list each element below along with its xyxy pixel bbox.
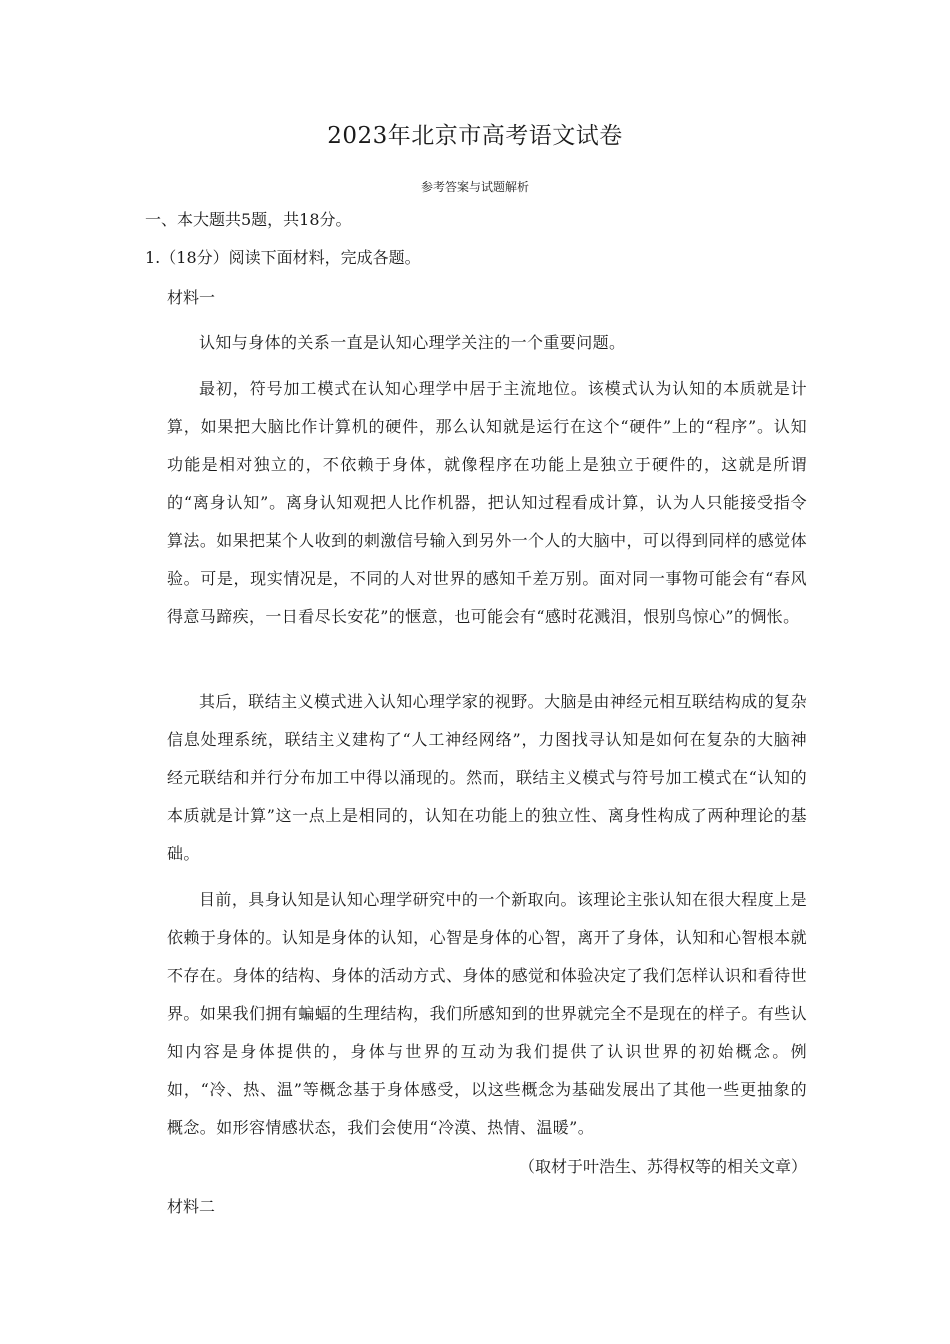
page-title: 2023年北京市高考语文试卷	[327, 123, 623, 149]
material-1-paragraph-4: 目前，具身认知是认知心理学研究中的一个新取向。该理论主张认知在很大程度上是依赖于身体的。认知是身体的认知，心智是身体的心智，离开了身体，认知和心智根本就不存在。身体的结构、身体的活动方式、身体的感觉和体验决定了我们怎样认识和看待世界。如果我们拥有蝙蝠的生理结构，我们所感知到的世界就完全不是现在的样子。有些认知内容是身体提供的，身体与世界的互动为我们提供了认识世界的初始概念。例如，“冷、热、温”等概念基于身体感受，以这些概念为基础发展出了其他一些更抽象的概念。如形容情感状态，我们会使用“冷漠、热情、温暖”。	[167, 890, 807, 1137]
material-1-paragraph-1: 认知与身体的关系一直是认知心理学关注的一个重要问题。	[199, 333, 626, 352]
material-1-source: （取材于叶浩生、苏得权等的相关文章）	[518, 1157, 807, 1176]
question-intro: 1.（18分）阅读下面材料，完成各题。	[145, 248, 421, 267]
material-1-paragraph-3: 其后，联结主义模式进入认知心理学家的视野。大脑是由神经元相互联结构成的复杂信息处理系统，联结主义建构了“人工神经网络”，力图找寻认知是如何在复杂的大脑神经元联结和并行分布加工中得以涌现的。然而，联结主义模式与符号加工模式在“认知的本质就是计算”这一点上是相同的，认知在功能上的独立性、离身性构成了两种理论的基础。	[167, 692, 807, 863]
section-heading: 一、本大题共5题，共18分。	[145, 210, 352, 229]
material-2-label: 材料二	[167, 1197, 216, 1216]
page-subtitle: 参考答案与试题解析	[420, 180, 529, 194]
material-1-label: 材料一	[167, 288, 216, 307]
material-1-paragraph-2: 最初，符号加工模式在认知心理学中居于主流地位。该模式认为认知的本质就是计算，如果把大脑比作计算机的硬件，那么认知就是运行在这个“硬件”上的“程序”。认知功能是相对独立的，不依赖于身体，就像程序在功能上是独立于硬件的，这就是所谓的“离身认知”。离身认知观把人比作机器，把认知过程看成计算，认为人只能接受指令算法。如果把某个人收到的刺激信号输入到另外一个人的大脑中，可以得到同样的感觉体验。可是，现实情况是，不同的人对世界的感知千差万别。面对同一事物可能会有“春风得意马蹄疾，一日看尽长安花”的惬意，也可能会有“感时花溅泪，恨别鸟惊心”的惆怅。	[167, 379, 807, 626]
